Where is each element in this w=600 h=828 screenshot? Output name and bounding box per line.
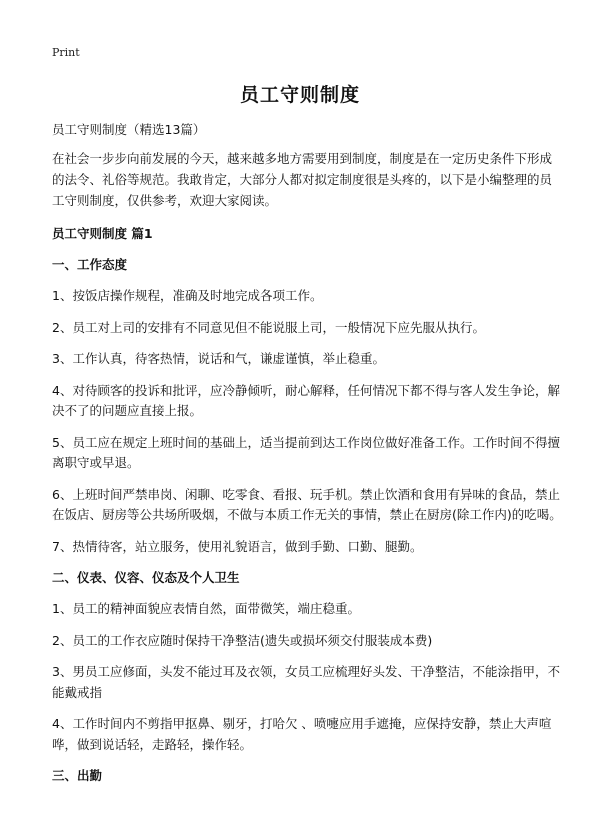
list-item: 5、员工应在规定上班时间的基础上，适当提前到达工作岗位做好准备工作。工作时间不得擅离职守或早退。 xyxy=(52,434,560,470)
section-heading-work-attitude: 一、工作态度 xyxy=(52,257,128,272)
list-item: 6、上班时间严禁串岗、闲聊、吃零食、看报、玩手机。禁止饮酒和食用有异味的食品，禁止在饭店、厨房等公共场所吸烟，不做与本质工作无关的事情，禁止在厨房(除工作内)的吃喝。 xyxy=(52,486,562,522)
section-heading-attendance: 三、出勤 xyxy=(52,768,103,783)
document-title: 员工守则制度 xyxy=(239,84,360,106)
list-item: 4、工作时间内不剪指甲抠鼻、剔牙，打哈欠 、喷嚏应用手遮掩，应保持安静，禁止大声喧哗，做到说话轻，走路轻，操作轻。 xyxy=(52,716,552,752)
section-heading-appearance: 二、仪表、仪容、仪态及个人卫生 xyxy=(52,570,240,585)
document-subtitle: 员工守则制度（精选13篇） xyxy=(52,122,206,137)
list-item: 7、热情待客，站立服务，使用礼貌语言，做到手勤、口勤、腿勤。 xyxy=(52,538,423,554)
part-title: 员工守则制度 篇1 xyxy=(52,226,153,241)
list-item: 3、男员工应修面，头发不能过耳及衣领，女员工应梳理好头发、干净整洁，不能涂指甲，不能戴戒指 xyxy=(52,664,560,700)
list-item: 1、按饭店操作规程，准确及时地完成各项工作。 xyxy=(52,288,323,303)
print-link[interactable]: Print xyxy=(52,46,80,59)
list-item: 1、员工的精神面貌应表情自然，面带微笑，端庄稳重。 xyxy=(52,601,360,616)
intro-paragraph: 在社会一步步向前发展的今天，越来越多地方需要用到制度，制度是在一定历史条件下形成的法令、礼俗等规范。我敢肯定，大部分人都对拟定制度很是头疼的，以下是小编整理的员工守则制度，仅供参考，欢迎大家阅读。 xyxy=(52,151,553,208)
list-item: 2、员工的工作衣应随时保持干净整洁(遗失或损坏须交付服装成本费) xyxy=(52,632,433,648)
document-body xyxy=(52,120,562,797)
list-item: 4、对待顾客的投诉和批评，应冷静倾听，耐心解释，任何情况下都不得与客人发生争论，解决不了的问题应直接上报。 xyxy=(52,382,560,418)
list-item: 3、工作认真，待客热情，说话和气，谦虚谨慎，举止稳重。 xyxy=(52,351,385,366)
list-item: 2、员工对上司的安排有不同意见但不能说服上司，一般情况下应先服从执行。 xyxy=(52,319,485,335)
